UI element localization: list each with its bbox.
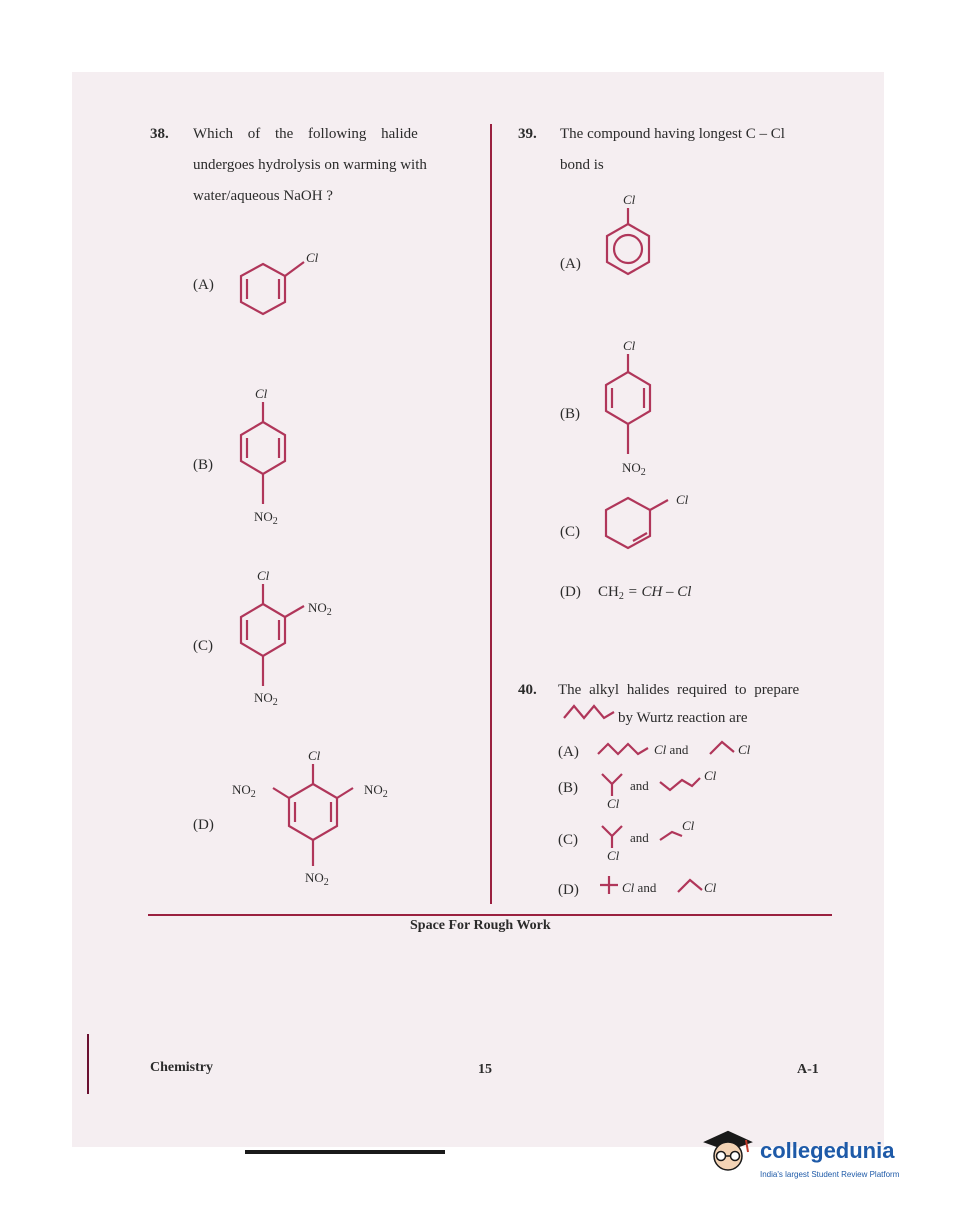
q38-option-b-label: (B) <box>193 457 213 473</box>
q38-c-no2-right: $NO_2$ <box>308 600 332 618</box>
q39-option-a-structure <box>590 206 680 296</box>
q40-option-c-label: (C) <box>558 832 578 848</box>
rough-work-divider <box>148 914 832 916</box>
q38-option-d-structure <box>255 762 375 872</box>
q39-option-d-formula: $CH_2$ = CH – Cl <box>598 584 692 602</box>
footer-code: A-1 <box>797 1062 819 1077</box>
scan-edge-bar <box>245 1150 445 1154</box>
q40-option-d-label: (D) <box>558 882 579 898</box>
q40-number: 40. <box>518 682 537 698</box>
q38-option-c-structure <box>220 582 330 692</box>
q38-text-line3: water/aqueous NaOH ? <box>193 188 333 204</box>
q38-a-cl: Cl <box>306 250 319 265</box>
q39-text-line2: bond is <box>560 157 604 173</box>
q40-c-cl1: Cl <box>607 848 620 863</box>
q40-b-chain <box>658 772 704 796</box>
q40-d-cl2: Cl <box>704 880 717 895</box>
q40-d-tertbutyl <box>598 874 620 896</box>
q40-b-cl2: Cl <box>704 768 717 783</box>
q40-c-cl2: Cl <box>682 818 695 833</box>
q40-c-and: and <box>630 830 649 845</box>
q39-option-d-label: (D) <box>560 584 581 600</box>
q38-option-c-label: (C) <box>193 638 213 654</box>
q40-text-line2: by Wurtz reaction are <box>618 710 748 726</box>
brand-mascot-icon <box>700 1126 756 1182</box>
q40-b-cl1: Cl <box>607 796 620 811</box>
q40-text-line1: The alkyl halides required to prepare <box>558 682 800 698</box>
q38-c-no2-bottom: $NO_2$ <box>254 690 278 708</box>
q38-number: 38. <box>150 126 169 142</box>
q38-text-line1: Which of the following halide <box>193 126 418 142</box>
footer-subject: Chemistry <box>150 1060 213 1075</box>
q38-option-b-structure <box>220 400 310 510</box>
q40-b-and: and <box>630 778 649 793</box>
q39-option-b-label: (B) <box>560 406 580 422</box>
footer-page-number: 15 <box>478 1062 492 1077</box>
exam-sheet <box>72 72 884 1147</box>
q39-b-no2: $NO_2$ <box>622 460 646 478</box>
q39-option-b-structure <box>590 352 680 462</box>
q40-a-text: Cl and <box>654 742 689 757</box>
q38-d-cl: Cl <box>308 748 321 763</box>
q40-a-chain1 <box>596 736 656 760</box>
q39-a-cl: Cl <box>623 192 636 207</box>
q38-d-no2-right: $NO_2$ <box>364 782 388 800</box>
q40-target-skeletal <box>560 698 620 728</box>
rough-work-heading: Space For Rough Work <box>410 918 551 933</box>
brand-tagline: India's largest Student Review Platform <box>760 1170 900 1179</box>
column-divider <box>490 124 492 904</box>
brand-logo: collegedunia <box>760 1138 895 1163</box>
q38-c-cl: Cl <box>257 568 270 583</box>
q39-b-cl: Cl <box>623 338 636 353</box>
q38-d-no2-bottom: $NO_2$ <box>305 870 329 888</box>
q40-option-b-label: (B) <box>558 780 578 796</box>
q40-a-cl2: Cl <box>738 742 751 757</box>
q38-text-line2: undergoes hydrolysis on warming with <box>193 157 427 173</box>
q39-c-cl: Cl <box>676 492 689 507</box>
q38-option-d-label: (D) <box>193 817 214 833</box>
q38-b-no2: $NO_2$ <box>254 509 278 527</box>
q40-option-a-label: (A) <box>558 744 579 760</box>
q39-option-c-label: (C) <box>560 524 580 540</box>
q39-number: 39. <box>518 126 537 142</box>
q38-b-cl: Cl <box>255 386 268 401</box>
margin-mark <box>87 1034 89 1094</box>
q39-option-a-label: (A) <box>560 256 581 272</box>
q38-option-a-label: (A) <box>193 277 214 293</box>
q39-text-line1: The compound having longest C – Cl <box>560 126 785 142</box>
q38-d-no2-left: $NO_2$ <box>232 782 256 800</box>
q40-d-text: Cl and <box>622 880 657 895</box>
